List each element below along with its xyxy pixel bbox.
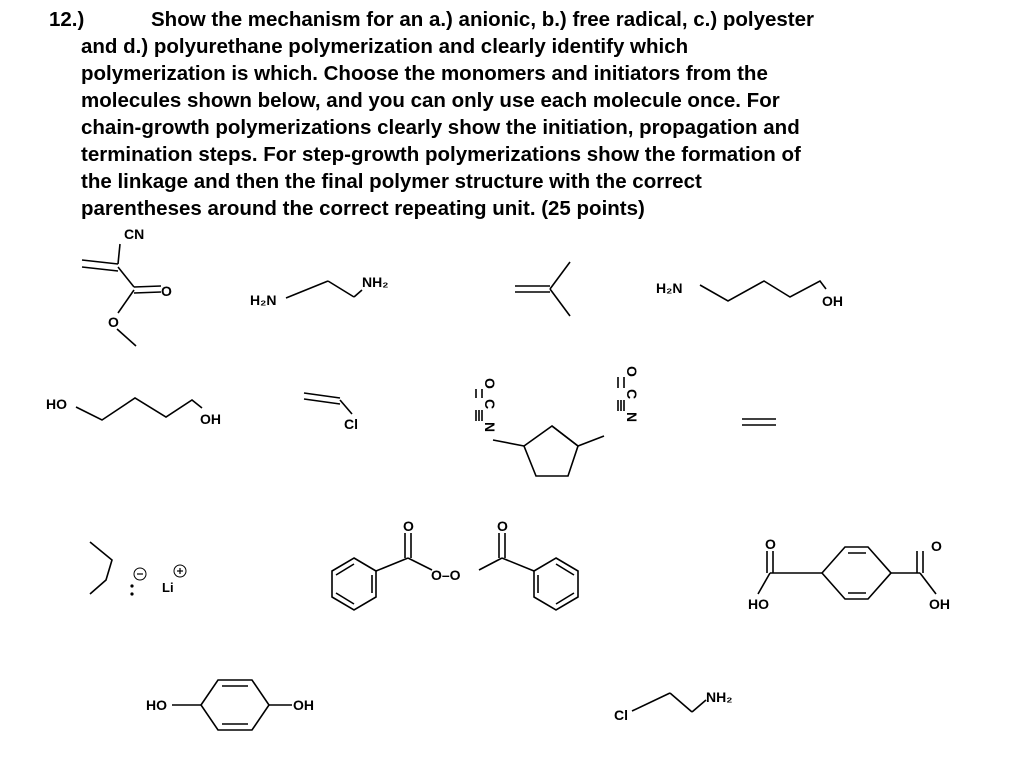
question-line-8: parentheses around the correct repeating unit. (25 points) xyxy=(81,197,645,220)
ethylenediamine xyxy=(250,274,388,308)
benzoyl-peroxide xyxy=(332,518,578,610)
question-line-2: and d.) polyurethane polymerization and clearly identify which xyxy=(81,35,689,58)
cyclopentane-diisocyanate xyxy=(476,366,640,476)
nh2-label: NH₂ xyxy=(362,274,389,290)
h2n-label: H₂N xyxy=(656,280,683,296)
c2-label: C xyxy=(624,389,640,400)
o2-label: O xyxy=(931,538,942,554)
o1-label: O xyxy=(765,536,776,552)
cn-label: CN xyxy=(124,226,145,242)
oh-label: OH xyxy=(200,411,221,427)
n1-label: N xyxy=(482,422,498,433)
terephthalic-acid xyxy=(748,536,950,612)
question-line-7: the linkage and then the final polymer structure with the correct xyxy=(81,170,702,193)
question-line-4: molecules shown below, and you can only use each molecule once. For xyxy=(81,89,780,112)
oh-label: OH xyxy=(929,596,950,612)
aminopentanol xyxy=(656,280,843,309)
question-line-3: polymerization is which. Choose the monomers and initiators from the xyxy=(81,62,768,85)
nh2-label: NH₂ xyxy=(706,689,733,705)
ho-label: HO xyxy=(748,596,769,612)
n2-label: N xyxy=(624,412,640,423)
li-label: Li xyxy=(162,580,174,595)
ho-label: HO xyxy=(46,396,67,412)
hydroquinone xyxy=(146,680,314,730)
o-o-label: O–O xyxy=(431,567,461,583)
ho-label: HO xyxy=(146,697,167,713)
vinyl-chloride xyxy=(304,393,358,432)
o2-label: O xyxy=(624,366,640,377)
oh-label: OH xyxy=(293,697,314,713)
oh-label: OH xyxy=(822,293,843,309)
question-number: 12.) xyxy=(49,8,85,31)
question-line-5: chain-growth polymerizations clearly show the initiation, propagation and xyxy=(81,116,800,139)
question-line-1: Show the mechanism for an a.) anionic, b.) free radical, c.) polyester xyxy=(151,8,815,31)
ethylene xyxy=(742,419,776,425)
c1-label: C xyxy=(482,399,498,410)
h2n-label: H₂N xyxy=(250,292,277,308)
cl-label: Cl xyxy=(614,707,628,723)
chloroethylamine xyxy=(614,689,732,723)
pentanediol xyxy=(46,396,221,427)
question-line-6: termination steps. For step-growth polymerizations show the formation of xyxy=(81,143,801,166)
butyllithium xyxy=(90,542,186,596)
o2-label: O xyxy=(497,518,508,534)
o1-label: O xyxy=(403,518,414,534)
cl-label: Cl xyxy=(344,416,358,432)
carbonyl-o-label: O xyxy=(161,283,172,299)
methyl-cyanoacrylate xyxy=(82,226,172,346)
ester-o-label: O xyxy=(108,314,119,330)
o1-label: O xyxy=(482,378,498,389)
isobutylene xyxy=(515,262,570,316)
